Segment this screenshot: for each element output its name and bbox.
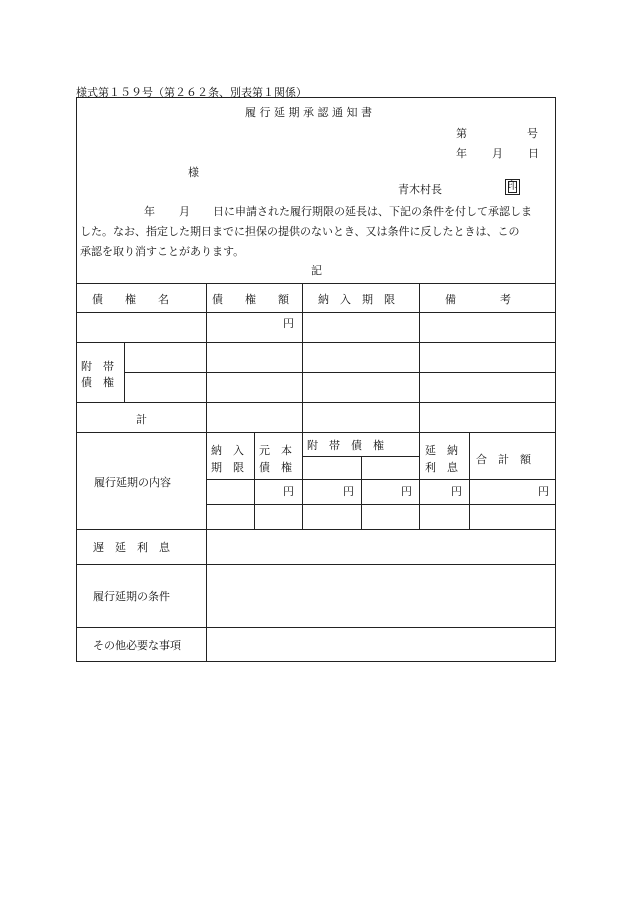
fuitai-mid-line — [124, 372, 556, 373]
fuitai-col-line — [124, 342, 125, 402]
content-bottom-line — [76, 529, 556, 530]
header-remarks: 備 考 — [445, 293, 511, 306]
fuitai-sub-label: 附 帯 債 権 — [307, 439, 384, 452]
delay-bottom-line — [76, 564, 556, 565]
sub-col-line-c — [469, 432, 470, 529]
date-day: 日 — [528, 147, 539, 160]
body-line1: 日に申請された履行期限の延長は、下記の条件を付して承認しま — [213, 205, 532, 218]
seal-mark: 印 — [505, 179, 520, 195]
fuitai-label-line1: 附 帯 — [81, 360, 114, 373]
col-line-2 — [302, 283, 303, 529]
doc-number-prefix: 第 — [456, 127, 467, 140]
date-month: 月 — [492, 147, 503, 160]
header-claim-name: 債 権 名 — [92, 293, 169, 306]
sub-header-bottom-line — [206, 479, 556, 480]
gokei-label: 合 計 額 — [476, 453, 531, 466]
body-line3: 承認を取り消すことがあります。 — [80, 245, 245, 258]
body-month: 月 — [179, 205, 190, 218]
sub-col-line-b — [361, 456, 362, 529]
total-bottom-line — [76, 432, 556, 433]
content-label: 履行延期の内容 — [94, 476, 171, 489]
body-year: 年 — [144, 205, 155, 218]
header-bottom-line — [76, 312, 556, 313]
col-line-1 — [206, 283, 207, 662]
ki-label: 記 — [311, 264, 322, 277]
form-label: 様式第１５９号（第２６２条、別表第１関係） — [76, 86, 307, 99]
body-line2: した。なお、指定した期日までに担保の提供のないとき、又は条件に反したときは、この — [80, 225, 520, 238]
issuer-name: 青木村長 — [398, 183, 442, 196]
yen-enno: 円 — [451, 485, 462, 498]
ganpon-label-2: 債 権 — [259, 461, 292, 474]
doc-number-suffix: 号 — [527, 127, 538, 140]
sub-row-line — [206, 504, 556, 505]
yen-fuitai-1: 円 — [343, 485, 354, 498]
fuitai-label-line2: 債 権 — [81, 376, 114, 389]
date-year: 年 — [456, 147, 467, 160]
row1-yen: 円 — [283, 317, 294, 330]
delay-interest-label: 遅 延 利 息 — [93, 541, 170, 554]
sub-col-line-a — [254, 432, 255, 529]
total-label: 計 — [136, 413, 147, 426]
nonyu-label-2: 期 限 — [211, 461, 244, 474]
yen-gokei: 円 — [538, 485, 549, 498]
conditions-label: 履行延期の条件 — [93, 590, 170, 603]
col-line-3 — [419, 283, 420, 529]
header-deadline: 納 入 期 限 — [318, 293, 395, 306]
form-frame — [76, 97, 556, 662]
document-title: 履 行 延 期 承 認 通 知 書 — [245, 106, 372, 119]
header-claim-amount: 債 権 額 — [212, 293, 289, 306]
addressee-suffix: 様 — [188, 166, 199, 179]
ganpon-label-1: 元 本 — [259, 444, 292, 457]
fuitai-bottom-line — [76, 402, 556, 403]
conditions-bottom-line — [76, 627, 556, 628]
yen-fuitai-2: 円 — [401, 485, 412, 498]
enno-label-1: 延 納 — [425, 444, 458, 457]
enno-label-2: 利 息 — [425, 461, 458, 474]
yen-ganpon: 円 — [283, 485, 294, 498]
other-label: その他必要な事項 — [93, 639, 181, 652]
nonyu-label-1: 納 入 — [211, 444, 244, 457]
row1-bottom-line — [76, 342, 556, 343]
table-top-line — [76, 283, 556, 284]
